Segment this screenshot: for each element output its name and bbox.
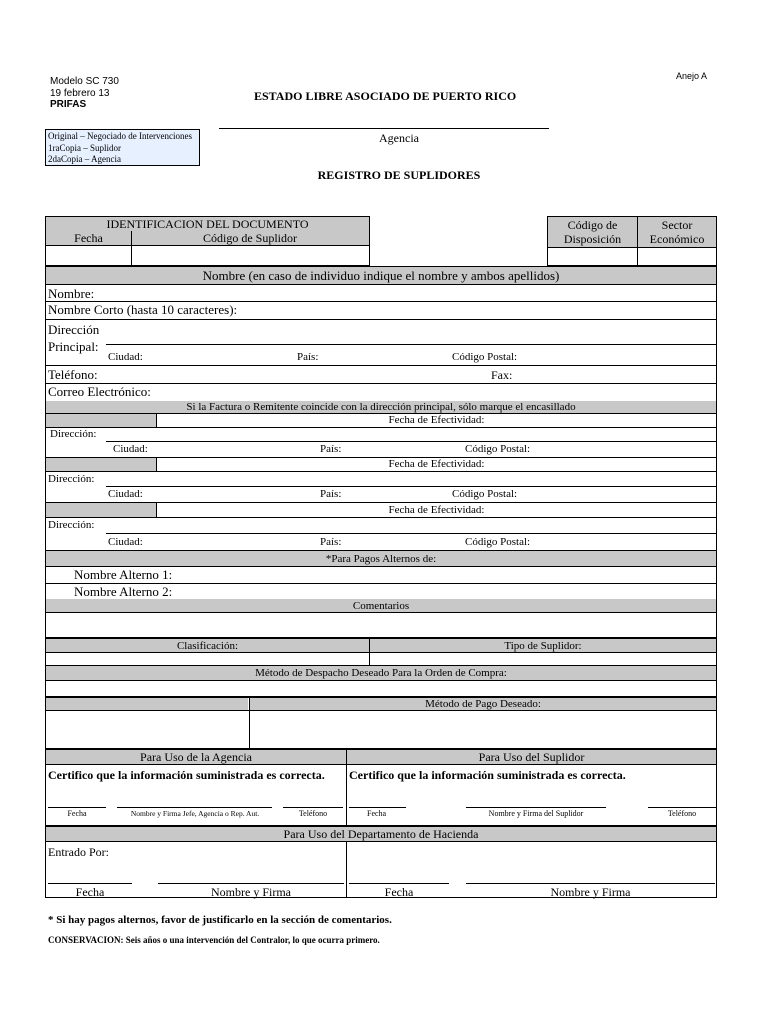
supplier-type-field[interactable] (370, 653, 715, 665)
fax-field[interactable] (518, 366, 714, 383)
sector-label (638, 217, 716, 247)
copy-supplier: 1raCopia – Suplidor (48, 143, 121, 153)
treasury-title: Para Uso del Departamento de Hacienda (46, 827, 716, 841)
city-label-a1: Ciudad: (113, 443, 148, 455)
agency-use-title: Para Uso de la Agencia (46, 750, 346, 764)
supplier-type-label: Tipo de Suplidor: (370, 639, 716, 652)
agency-phone-label: Teléfono (298, 809, 328, 818)
treasury-sign-label-2: Nombre y Firma (550, 885, 631, 899)
email-label: Correo Electrónico: (48, 384, 151, 399)
supplier-code-label: Código de Suplidor (131, 231, 369, 245)
disposition-label-1: Código de (567, 218, 618, 232)
copies-box (45, 129, 200, 166)
supplier-date-field[interactable] (349, 790, 406, 806)
form-title: REGISTRO DE SUPLIDORES (317, 168, 481, 182)
agency-signature-field[interactable] (117, 790, 272, 806)
supplier-certify: Certifico que la información suministrada es correcta. (349, 768, 626, 782)
same-address-checkbox-3[interactable] (46, 503, 156, 517)
city-label-a3: Ciudad: (108, 536, 143, 548)
same-address-checkbox-2[interactable] (46, 458, 156, 471)
alt-address-field-2[interactable] (106, 473, 716, 485)
conservation-note: CONSERVACION: Seis años o una intervención del Contralor, lo que ocurra primero. (48, 935, 380, 945)
short-name-field[interactable] (262, 302, 715, 319)
agency-phone-field[interactable] (283, 790, 343, 806)
country-label-a1: País: (320, 443, 342, 455)
system-label: PRIFAS (50, 99, 87, 110)
postal-label-a3: Código Postal: (465, 536, 531, 548)
treasury-date-label-1: Fecha (75, 885, 105, 899)
treasury-sign-label-1: Nombre y Firma (211, 885, 291, 899)
supplier-date-label: Fecha (367, 809, 387, 818)
postal-label-a1: Código Postal: (465, 443, 531, 455)
doc-id-title: IDENTIFICACION DEL DOCUMENTO (46, 217, 369, 231)
agency-certify: Certifico que la información suministrada es correcta. (48, 768, 325, 782)
supplier-code-field[interactable] (132, 246, 368, 265)
annex-label: Anejo A (676, 71, 708, 81)
state-title: ESTADO LIBRE ASOCIADO DE PUERTO RICO (254, 89, 517, 103)
sector-label-1: Sector (661, 218, 693, 232)
classification-label: Clasificación: (46, 639, 369, 652)
doc-date-field[interactable] (46, 246, 130, 265)
alt-payments-header: *Para Pagos Alternos de: (46, 551, 716, 566)
treasury-date-field-1[interactable] (48, 862, 132, 882)
supplier-signature-field[interactable] (466, 790, 606, 806)
treasury-date-label-2: Fecha (384, 885, 414, 899)
principal-address-field[interactable] (106, 322, 716, 343)
effective-date-label-2: Fecha de Efectividad: (388, 458, 485, 470)
phone-field[interactable] (110, 366, 480, 383)
same-address-checkbox-1[interactable] (46, 414, 156, 427)
model-date: 19 febrero 13 (50, 88, 110, 99)
country-label-a2: País: (320, 488, 342, 500)
effective-date-label-3: Fecha de Efectividad: (388, 504, 485, 516)
supplier-sign-label: Nombre y Firma del Suplidor (488, 809, 584, 818)
alt-name-2-field[interactable] (176, 584, 714, 599)
effective-date-label-1: Fecha de Efectividad: (388, 414, 485, 426)
address-label-2: Principal: (48, 339, 99, 354)
agency-line (219, 128, 549, 129)
postal-label-a2: Código Postal: (452, 488, 518, 500)
alt-address-field-1[interactable] (106, 428, 716, 440)
treasury-date-field-2[interactable] (349, 862, 449, 882)
sector-label-2: Económico (649, 232, 705, 246)
invoice-note: Si la Factura o Remitente coincide con la dirección principal, sólo marque el encasillado (46, 401, 716, 413)
name-field[interactable] (120, 285, 715, 301)
comments-header: Comentarios (46, 599, 716, 612)
disposition-code-label (548, 217, 637, 247)
address-label-1: Dirección (48, 322, 100, 337)
country-label-a3: País: (320, 536, 342, 548)
dispatch-label: Método de Despacho Deseado Para la Orden de Compra: (46, 666, 716, 680)
disposition-label-2: Disposición (563, 232, 622, 246)
payment-left-field[interactable] (46, 711, 248, 748)
name-label: Nombre: (48, 286, 95, 301)
fax-label: Fax: (491, 368, 513, 382)
sector-field[interactable] (638, 248, 716, 265)
copy-agency: 2daCopia – Agencia (48, 154, 121, 164)
entered-by-label: Entrado Por: (48, 845, 109, 859)
address-label-a1: Dirección: (50, 428, 97, 440)
copy-original: Original – Negociado de Intervenciones (48, 131, 192, 141)
agency-sign-label: Nombre y Firma Jefe, Agencia o Rep. Aut. (130, 809, 260, 818)
comments-field[interactable] (46, 613, 716, 637)
agency-date-label: Fecha (67, 809, 87, 818)
payment-method-field[interactable] (250, 711, 715, 748)
city-label: Ciudad: (108, 351, 143, 363)
treasury-signature-field-1[interactable] (158, 862, 344, 882)
phone-label: Teléfono: (48, 367, 98, 382)
treasury-signature-field-2[interactable] (466, 862, 715, 882)
alt-name-1-field[interactable] (176, 567, 714, 582)
city-label-a2: Ciudad: (108, 488, 143, 500)
model-number: Modelo SC 730 (50, 76, 119, 87)
short-name-label: Nombre Corto (hasta 10 caracteres): (48, 302, 238, 317)
alt-payments-note: * Si hay pagos alternos, favor de justificarlo en la sección de comentarios. (48, 914, 392, 926)
supplier-phone-field[interactable] (648, 790, 716, 806)
address-label-a3: Dirección: (48, 519, 95, 531)
email-field[interactable] (155, 384, 715, 401)
country-label: País: (297, 351, 319, 363)
supplier-phone-label: Teléfono (667, 809, 697, 818)
dispatch-field[interactable] (46, 681, 716, 696)
payment-label: Método de Pago Deseado: (250, 698, 716, 710)
alt-name-1-label: Nombre Alterno 1: (74, 567, 173, 582)
agency-label: Agencia (379, 131, 419, 145)
name-header: Nombre (en caso de individuo indique el nombre y ambos apellidos) (46, 267, 716, 284)
alt-name-2-label: Nombre Alterno 2: (74, 584, 173, 599)
alt-address-field-3[interactable] (106, 519, 716, 532)
postal-label: Código Postal: (452, 351, 518, 363)
classification-field[interactable] (46, 653, 368, 665)
supplier-use-title: Para Uso del Suplidor (347, 750, 716, 764)
disposition-code-field[interactable] (548, 248, 636, 265)
address-label-a2: Dirección: (48, 473, 95, 485)
doc-date-label: Fecha (46, 231, 131, 245)
agency-date-field[interactable] (48, 790, 106, 806)
